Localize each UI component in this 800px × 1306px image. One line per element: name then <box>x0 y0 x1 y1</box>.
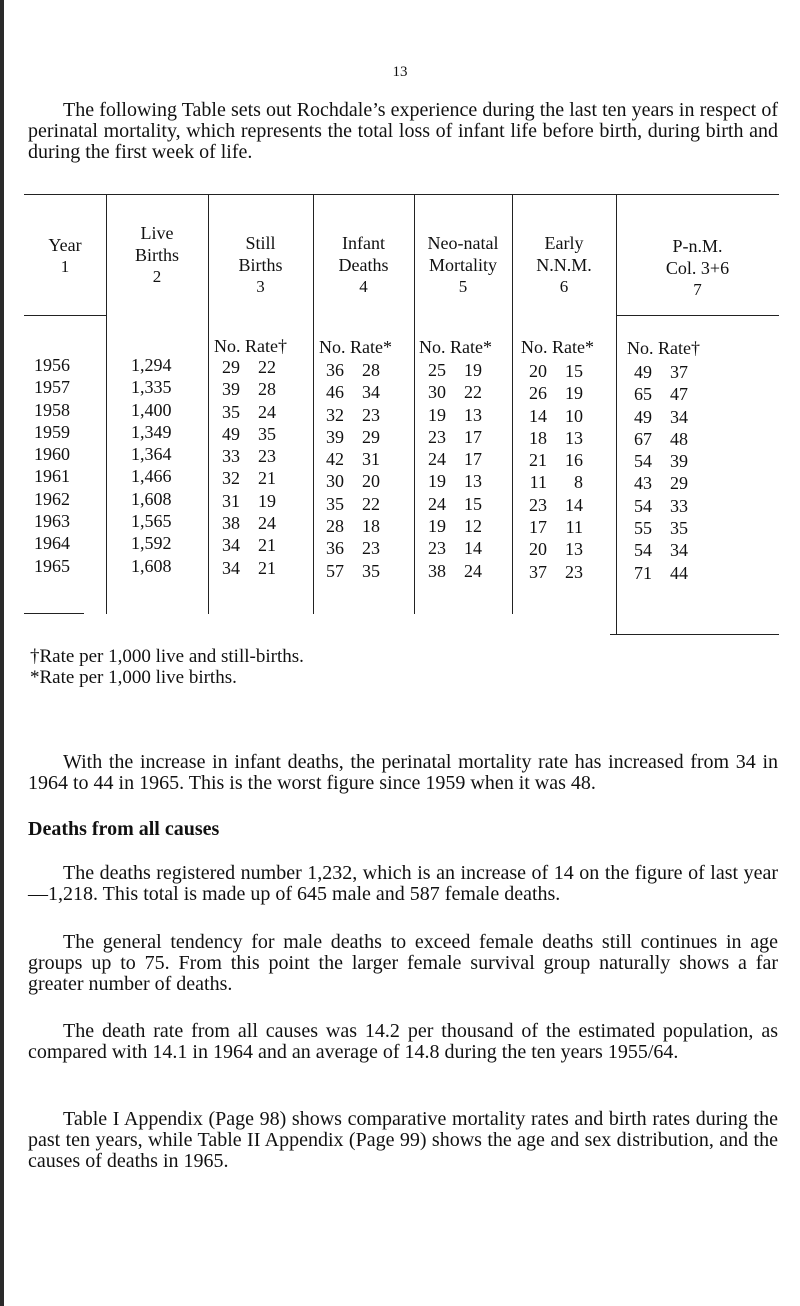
neo-natal-rate: 17 <box>464 426 482 447</box>
early-nnm-rate: 13 <box>565 539 583 560</box>
infant-deaths-number: 46 <box>326 382 344 403</box>
infant-deaths-number: 35 <box>326 493 344 514</box>
neo-natal-row <box>420 493 482 515</box>
column-neo-natal <box>420 359 482 582</box>
still-births-number: 34 <box>222 557 240 578</box>
neo-natal-number: 19 <box>428 471 446 492</box>
neo-natal-rate: 14 <box>464 538 482 559</box>
infant-deaths-number: 36 <box>326 360 344 380</box>
early-nnm-rate: 11 <box>565 517 583 538</box>
footnote-asterisk: *Rate per 1,000 live births. <box>30 667 237 688</box>
neo-natal-row <box>420 537 482 559</box>
pnm-rate: 44 <box>670 562 688 583</box>
still-births-rate: 21 <box>258 535 276 556</box>
header-rule-year <box>24 315 106 316</box>
pnm-rate: 33 <box>670 495 688 516</box>
pnm-rate: 35 <box>670 518 688 539</box>
neo-natal-row <box>420 359 482 381</box>
infant-deaths-row <box>318 404 380 426</box>
pnm-row <box>626 495 688 517</box>
pnm-rate: 48 <box>670 428 688 449</box>
pnm-rate: 37 <box>670 362 688 382</box>
pnm-number: 65 <box>634 384 652 405</box>
neo-natal-rate: 12 <box>464 516 482 537</box>
infant-deaths-row <box>318 470 380 492</box>
infant-deaths-rate: 23 <box>362 538 380 559</box>
neo-natal-number: 23 <box>428 538 446 559</box>
year-cell: 1959 <box>34 421 70 442</box>
early-nnm-number: 14 <box>529 405 547 426</box>
neo-natal-number: 24 <box>428 493 446 514</box>
pnm-rate: 34 <box>670 406 688 427</box>
infant-deaths-number: 39 <box>326 426 344 447</box>
subheader-pnm: No. Rate† <box>627 338 700 358</box>
pnm-number: 54 <box>634 540 652 561</box>
year-cell: 1963 <box>34 511 70 532</box>
still-births-number: 32 <box>222 468 240 489</box>
year-cell: 1964 <box>34 533 70 554</box>
early-nnm-rate: 10 <box>565 405 583 426</box>
still-births-number: 29 <box>222 357 240 377</box>
neo-natal-rate: 22 <box>464 382 482 403</box>
still-births-rate: 24 <box>258 401 276 422</box>
year-cell: 1965 <box>34 555 70 576</box>
still-births-row <box>214 490 276 512</box>
early-nnm-number: 26 <box>529 383 547 404</box>
table-bottom-rule-right <box>610 634 779 635</box>
early-nnm-row <box>521 471 583 493</box>
still-births-rate: 22 <box>258 357 276 377</box>
pnm-row <box>626 517 688 539</box>
pnm-rate: 29 <box>670 473 688 494</box>
early-nnm-rate: 14 <box>565 494 583 515</box>
early-nnm-row <box>521 449 583 471</box>
neo-natal-number: 19 <box>428 404 446 425</box>
live-births-cell: 1,400 <box>131 399 172 420</box>
early-nnm-rate: 8 <box>574 472 583 493</box>
still-births-row <box>214 534 276 556</box>
column-live-births <box>131 354 172 577</box>
still-births-rate: 23 <box>258 446 276 467</box>
live-births-cell: 1,466 <box>131 466 172 487</box>
subheader-still-births: No. Rate† <box>214 336 287 356</box>
neo-natal-number: 19 <box>428 516 446 537</box>
infant-deaths-rate: 29 <box>362 426 380 447</box>
early-nnm-row <box>521 427 583 449</box>
still-births-rate: 21 <box>258 557 276 578</box>
live-births-cell: 1,364 <box>131 444 172 465</box>
infant-deaths-row <box>318 448 380 470</box>
still-births-row <box>214 378 276 400</box>
year-cell: 1958 <box>34 399 70 420</box>
year-cell: 1960 <box>34 444 70 465</box>
still-births-number: 39 <box>222 379 240 400</box>
early-nnm-row <box>521 405 583 427</box>
section-heading-deaths-all-causes: Deaths from all causes <box>28 818 220 840</box>
still-births-number: 34 <box>222 535 240 556</box>
page-binding-edge <box>0 0 4 1306</box>
still-births-row <box>214 557 276 579</box>
live-births-cell: 1,608 <box>131 555 172 576</box>
early-nnm-row <box>521 561 583 583</box>
pnm-row <box>626 450 688 472</box>
neo-natal-number: 23 <box>428 426 446 447</box>
live-births-cell: 1,608 <box>131 488 172 509</box>
header-still-births: Still Births 3 <box>238 233 283 296</box>
neo-natal-row <box>420 426 482 448</box>
still-births-number: 31 <box>222 490 240 511</box>
neo-natal-row <box>420 404 482 426</box>
early-nnm-number: 21 <box>529 450 547 471</box>
still-births-number: 33 <box>222 446 240 467</box>
table-bottom-rule-left <box>24 613 84 614</box>
paragraph-perinatal-increase: With the increase in infant deaths, the perinatal mortality rate has increased from 34 in 1964 to 44 in 1965. This is the worst figure since 1959 when it was 48. <box>28 751 778 794</box>
header-pnm: P-n.M. Col. 3+6 7 <box>665 236 730 299</box>
infant-deaths-number: 32 <box>326 404 344 425</box>
still-births-row <box>214 512 276 534</box>
early-nnm-rate: 13 <box>565 427 583 448</box>
infant-deaths-number: 57 <box>326 560 344 581</box>
early-nnm-rate: 19 <box>565 383 583 404</box>
year-cell: 1962 <box>34 488 70 509</box>
intro-paragraph: The following Table sets out Rochdale’s experience during the last ten years in respect of perinatal mortality, which represents the total loss of infant life before birth, during birth and during the first week of life. <box>28 99 778 163</box>
pnm-number: 55 <box>634 518 652 539</box>
pnm-number: 67 <box>634 428 652 449</box>
early-nnm-number: 23 <box>529 494 547 515</box>
infant-deaths-number: 30 <box>326 471 344 492</box>
infant-deaths-number: 28 <box>326 516 344 537</box>
pnm-number: 49 <box>634 362 652 382</box>
pnm-number: 71 <box>634 562 652 583</box>
neo-natal-rate: 15 <box>464 493 482 514</box>
early-nnm-number: 20 <box>529 539 547 560</box>
column-year <box>34 354 70 577</box>
live-births-cell: 1,335 <box>131 377 172 398</box>
infant-deaths-rate: 28 <box>362 360 380 380</box>
header-live-births: Live Births 2 <box>134 223 179 286</box>
early-nnm-number: 18 <box>529 427 547 448</box>
neo-natal-number: 30 <box>428 382 446 403</box>
pnm-rate: 34 <box>670 540 688 561</box>
infant-deaths-rate: 22 <box>362 493 380 514</box>
neo-natal-rate: 19 <box>464 360 482 380</box>
infant-deaths-rate: 31 <box>362 449 380 470</box>
infant-deaths-rate: 18 <box>362 516 380 537</box>
neo-natal-row <box>420 448 482 470</box>
still-births-row <box>214 445 276 467</box>
early-nnm-row <box>521 494 583 516</box>
table-top-rule <box>24 194 779 195</box>
still-births-number: 49 <box>222 423 240 444</box>
footnote-dagger: †Rate per 1,000 live and still-births. <box>30 646 304 667</box>
early-nnm-rate: 16 <box>565 450 583 471</box>
pnm-number: 54 <box>634 451 652 472</box>
infant-deaths-number: 36 <box>326 538 344 559</box>
live-births-cell: 1,592 <box>131 533 172 554</box>
infant-deaths-rate: 20 <box>362 471 380 492</box>
still-births-number: 38 <box>222 513 240 534</box>
live-births-cell: 1,294 <box>131 355 172 375</box>
header-rule-pnm <box>616 315 779 316</box>
pnm-row <box>626 428 688 450</box>
infant-deaths-row <box>318 537 380 559</box>
infant-deaths-row <box>318 515 380 537</box>
pnm-row <box>626 472 688 494</box>
still-births-rate: 35 <box>258 423 276 444</box>
still-births-row <box>214 401 276 423</box>
pnm-number: 43 <box>634 473 652 494</box>
pnm-row <box>626 562 688 584</box>
subheader-infant-deaths: No. Rate* <box>319 337 392 357</box>
still-births-row <box>214 356 276 378</box>
year-cell: 1961 <box>34 466 70 487</box>
pnm-row <box>626 361 688 383</box>
early-nnm-row <box>521 538 583 560</box>
pnm-number: 54 <box>634 495 652 516</box>
pnm-row <box>626 406 688 428</box>
paragraph-deaths-registered: The deaths registered number 1,232, which is an increase of 14 on the figure of last year—1,218. This total is made up of 645 male and 587 female deaths. <box>28 862 778 905</box>
early-nnm-number: 37 <box>529 561 547 582</box>
column-early-nnm <box>521 360 583 583</box>
neo-natal-row <box>420 470 482 492</box>
neo-natal-row <box>420 381 482 403</box>
neo-natal-rate: 13 <box>464 404 482 425</box>
still-births-row <box>214 423 276 445</box>
infant-deaths-rate: 23 <box>362 404 380 425</box>
still-births-rate: 24 <box>258 513 276 534</box>
early-nnm-rate: 23 <box>565 561 583 582</box>
live-births-cell: 1,565 <box>131 511 172 532</box>
early-nnm-number: 17 <box>529 517 547 538</box>
early-nnm-row <box>521 382 583 404</box>
header-year: Year 1 <box>48 235 82 276</box>
year-cell: 1957 <box>34 377 70 398</box>
still-births-rate: 28 <box>258 379 276 400</box>
infant-deaths-rate: 35 <box>362 560 380 581</box>
still-births-number: 35 <box>222 401 240 422</box>
infant-deaths-rate: 34 <box>362 382 380 403</box>
pnm-number: 49 <box>634 406 652 427</box>
paragraph-death-rate: The death rate from all causes was 14.2 per thousand of the estimated population, as compared with 14.1 in 1964 and an average of 14.8 during the ten years 1955/64. <box>28 1020 778 1063</box>
neo-natal-rate: 13 <box>464 471 482 492</box>
early-nnm-row <box>521 360 583 382</box>
infant-deaths-row <box>318 560 380 582</box>
infant-deaths-row <box>318 493 380 515</box>
neo-natal-rate: 17 <box>464 449 482 470</box>
subheader-neo-natal: No. Rate* <box>419 337 492 357</box>
neo-natal-row <box>420 515 482 537</box>
year-cell: 1956 <box>34 355 70 375</box>
early-nnm-number: 11 <box>529 472 547 493</box>
live-births-cell: 1,349 <box>131 421 172 442</box>
page-number: 13 <box>392 64 408 80</box>
pnm-rate: 39 <box>670 451 688 472</box>
pnm-row <box>626 383 688 405</box>
subheader-early-nnm: No. Rate* <box>521 337 594 357</box>
infant-deaths-row <box>318 426 380 448</box>
paragraph-appendix-tables: Table I Appendix (Page 98) shows comparative mortality rates and birth rates during the past ten years, while Table II Appendix (Page 99) shows the age and sex distribution, and the causes of deaths in 1965. <box>28 1108 778 1172</box>
column-infant-deaths <box>318 359 380 582</box>
neo-natal-row <box>420 560 482 582</box>
header-early-nnm: Early N.N.M. 6 <box>536 233 592 296</box>
still-births-row <box>214 467 276 489</box>
column-pnm <box>626 361 688 584</box>
early-nnm-row <box>521 516 583 538</box>
perinatal-mortality-table <box>24 194 779 635</box>
neo-natal-rate: 24 <box>464 560 482 581</box>
neo-natal-number: 25 <box>428 360 446 380</box>
infant-deaths-row <box>318 359 380 381</box>
still-births-rate: 21 <box>258 468 276 489</box>
infant-deaths-row <box>318 381 380 403</box>
pnm-rate: 47 <box>670 384 688 405</box>
neo-natal-number: 38 <box>428 560 446 581</box>
neo-natal-number: 24 <box>428 449 446 470</box>
early-nnm-number: 20 <box>529 361 547 381</box>
early-nnm-rate: 15 <box>565 361 583 381</box>
column-still-births <box>214 356 276 579</box>
pnm-row <box>626 539 688 561</box>
paragraph-male-female-tendency: The general tendency for male deaths to exceed female deaths still continues in age groups up to 75. From this point the larger female survival group naturally shows a far greater number of deaths. <box>28 931 778 995</box>
still-births-rate: 19 <box>258 490 276 511</box>
header-infant-deaths: Infant Deaths 4 <box>338 233 389 296</box>
header-neo-natal-mortality: Neo-natal Mortality 5 <box>427 233 499 296</box>
infant-deaths-number: 42 <box>326 449 344 470</box>
